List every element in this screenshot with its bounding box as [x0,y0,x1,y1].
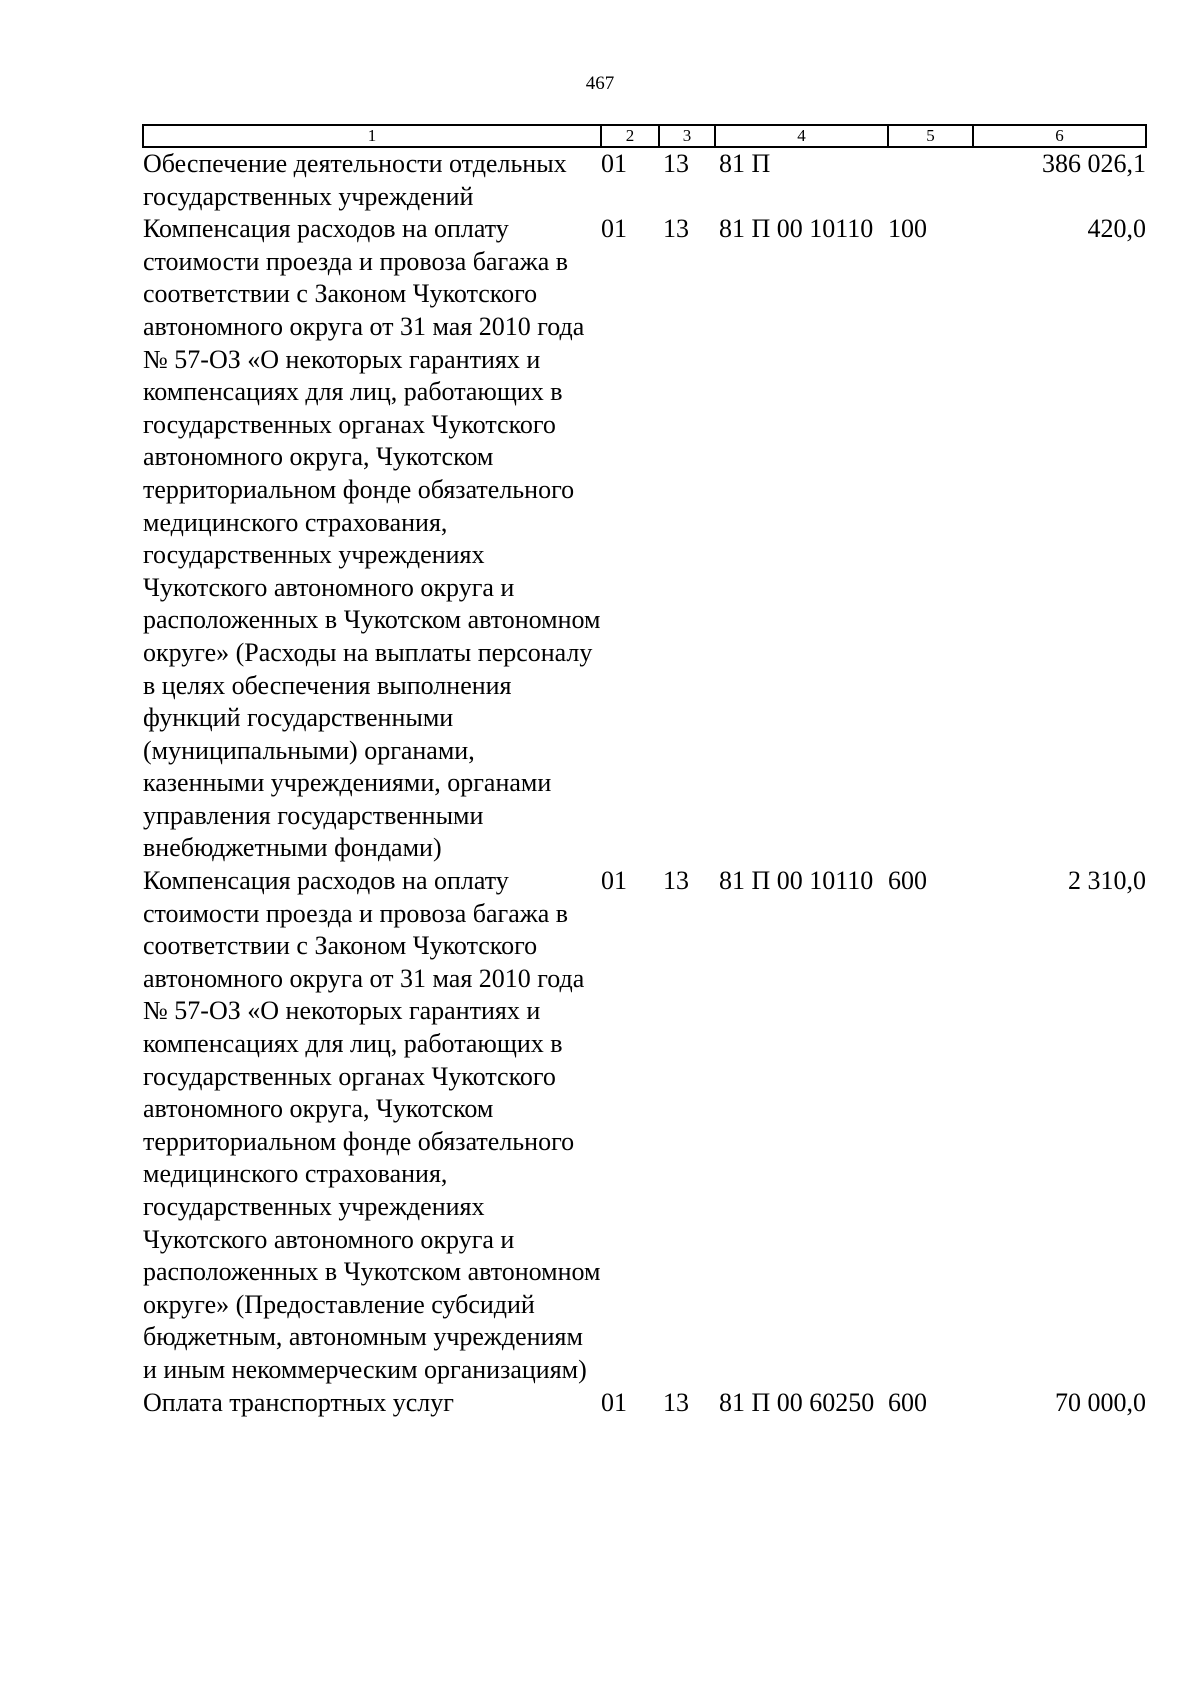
budget-table [142,124,1147,1419]
row-target-article: 81 П [719,149,771,178]
column-header-target-article: 4 [715,125,888,147]
column-number-header-row [143,125,1146,147]
table-row [143,865,1146,1387]
column-header-name: 1 [143,125,601,147]
row-target-article: 81 П 00 10110 [719,866,874,896]
table-row [143,213,1146,865]
row-expense-type: 600 [888,866,927,896]
column-header-expense-type: 5 [888,125,973,147]
row-amount: 420,0 [1087,214,1146,244]
table-row [143,1387,1146,1420]
row-subsection: 13 [663,214,689,244]
row-section: 01 [601,1387,627,1417]
page-number: 467 [585,73,615,94]
row-name: Компенсация расходов на оплату стоимости проезда и провоза багажа в соответствии с Законом Чукотского автономного округа от 31 мая 2010 года № 57-ОЗ «О некоторых гарантиях и компенсациях для лиц, работающих в государственных органах Чукотского автономного округа, Чукотском территориальном фонде обязательного медицинского страхования, государственных учреждениях Чукотского автономного округа и расположенных в Чукотском автономном округе» (Предоставление субсидий бюджетным, автономным учреждениям и иным некоммерческим организациям) [143,866,601,1384]
row-subsection: 13 [663,1387,689,1417]
row-target-article: 81 П 00 10110 [719,214,874,244]
column-header-section: 2 [601,125,659,147]
row-target-article: 81 П 00 60250 [719,1387,875,1417]
row-amount: 2 310,0 [1068,866,1146,896]
row-section: 01 [601,214,627,244]
row-expense-type [888,147,973,213]
row-expense-type: 600 [888,1387,927,1417]
row-subsection: 13 [663,866,689,896]
row-name: Компенсация расходов на оплату стоимости проезда и провоза багажа в соответствии с Законом Чукотского автономного округа от 31 мая 2010 года № 57-ОЗ «О некоторых гарантиях и компенсациях для лиц, работающих в государственных органах Чукотского автономного округа, Чукотском территориальном фонде обязательного медицинского страхования, государственных учреждениях Чукотского автономного округа и расположенных в Чукотском автономном округе» (Расходы на выплаты персоналу в целях обеспечения выполнения функций государственными (муниципальными) органами, казенными учреждениями, органами управления государственными внебюджетными фондами) [143,214,601,863]
column-header-subsection: 3 [659,125,715,147]
row-amount: 70 000,0 [1055,1387,1146,1417]
row-section: 01 [601,866,627,896]
column-header-amount: 6 [973,125,1146,147]
row-expense-type: 100 [888,214,927,244]
row-subsection: 13 [663,149,689,178]
row-section: 01 [601,149,627,178]
row-name: Оплата транспортных услуг [143,1387,454,1417]
row-amount: 386 026,1 [1042,149,1146,178]
table-row [143,147,1146,213]
row-name: Обеспечение деятельности отдельных государственных учреждений [143,149,567,211]
